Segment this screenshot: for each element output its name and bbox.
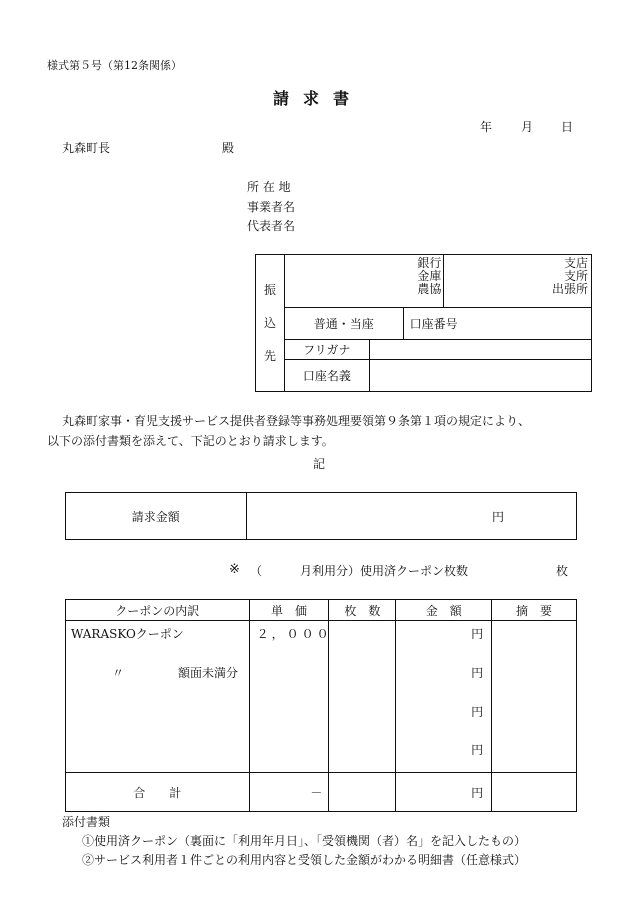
ki-label: 記 (313, 457, 326, 471)
bank-type-1: 銀行 (417, 256, 442, 270)
header-breakdown: クーポンの内訳 (66, 600, 250, 621)
branch-type-2: 支所 (563, 269, 588, 283)
count-cell[interactable] (329, 621, 396, 773)
account-type[interactable]: 普通・当座 (284, 308, 403, 340)
header-count: 枚 数 (329, 600, 396, 621)
yen-3: 円 (471, 705, 484, 719)
ditto-mark: 〃 (112, 666, 125, 680)
yen-2: 円 (471, 666, 484, 680)
bank-type-2: 金庫 (417, 269, 442, 283)
branch-type-3: 出張所 (551, 282, 588, 296)
total-remarks[interactable] (492, 773, 577, 812)
amount-cell[interactable] (396, 621, 492, 773)
row2-name: 額面未満分 (178, 666, 239, 680)
body-line-2: 以下の添付書類を添えて、下記のとおり請求します。 (47, 434, 334, 448)
honorific: 殿 (222, 141, 235, 155)
breakdown-cell (66, 621, 250, 773)
note-mark: ※ (229, 562, 240, 577)
note-text: 月利用分）使用済クーポン枚数 (300, 564, 469, 578)
addressee: 丸森町長 (62, 141, 111, 155)
attachment-item-1: ①使用済クーポン（裏面に「利用年月日」、「受領機関（者）名」を記入したもの） (82, 834, 527, 848)
coupon-table (65, 599, 577, 812)
address-label: 所 在 地 (247, 180, 291, 194)
business-name-label: 事業者名 (247, 200, 296, 214)
total-amount[interactable] (396, 773, 492, 812)
remarks-cell[interactable] (492, 621, 577, 773)
account-number-field[interactable] (403, 308, 591, 340)
account-number-label: 口座番号 (409, 317, 458, 331)
bank-type-3: 農協 (417, 282, 442, 296)
date-year-label: 年 (480, 120, 493, 134)
transfer-table (255, 254, 592, 392)
row1-name: WARASKOクーポン (71, 627, 184, 641)
header-remarks: 摘 要 (492, 600, 577, 621)
header-unit-price: 単 価 (249, 600, 329, 621)
account-holder-label: 口座名義 (284, 360, 369, 392)
document-title: 請求書 (273, 89, 364, 108)
date-day-label: 日 (561, 120, 574, 134)
row1-price: ２，０００ (256, 627, 332, 641)
yen-1: 円 (471, 627, 484, 641)
side-char-1: 振 (263, 282, 276, 297)
form-number: 様式第５号（第12条関係） (47, 59, 182, 72)
amount-table (65, 492, 577, 540)
branch-type-1: 支店 (563, 256, 588, 270)
kana-label: フリガナ (284, 340, 369, 360)
amount-field[interactable] (246, 493, 576, 540)
total-price: － (249, 773, 329, 812)
body-line-1: 丸森町家事・育児支援サービス提供者登録等事務処理要領第９条第１項の規定により、 (62, 414, 531, 428)
amount-label: 請求金額 (66, 493, 247, 540)
total-label: 合 計 (66, 773, 250, 812)
total-yen: 円 (471, 785, 484, 800)
branch-name-field[interactable] (444, 255, 592, 308)
yen-4: 円 (471, 743, 484, 757)
attachment-item-2: ②サービス利用者１件ごとの利用内容と受領した金額がわかる明細書（任意様式） (82, 853, 527, 867)
amount-unit: 円 (491, 509, 504, 524)
attachments-heading: 添付書類 (62, 815, 111, 829)
unit-price-cell[interactable] (249, 621, 332, 773)
total-count[interactable] (329, 773, 396, 812)
representative-label: 代表者名 (247, 219, 296, 233)
kana-field[interactable] (369, 340, 591, 360)
transfer-side-label (256, 255, 285, 392)
side-char-2: 込 (263, 315, 276, 330)
date-month-label: 月 (521, 120, 534, 134)
note-open-paren: （ (250, 564, 263, 578)
bank-name-field[interactable] (284, 255, 444, 308)
note-unit: 枚 (556, 564, 569, 578)
header-amount: 金 額 (396, 600, 492, 621)
side-char-3: 先 (263, 348, 276, 363)
account-holder-field[interactable] (369, 360, 591, 392)
